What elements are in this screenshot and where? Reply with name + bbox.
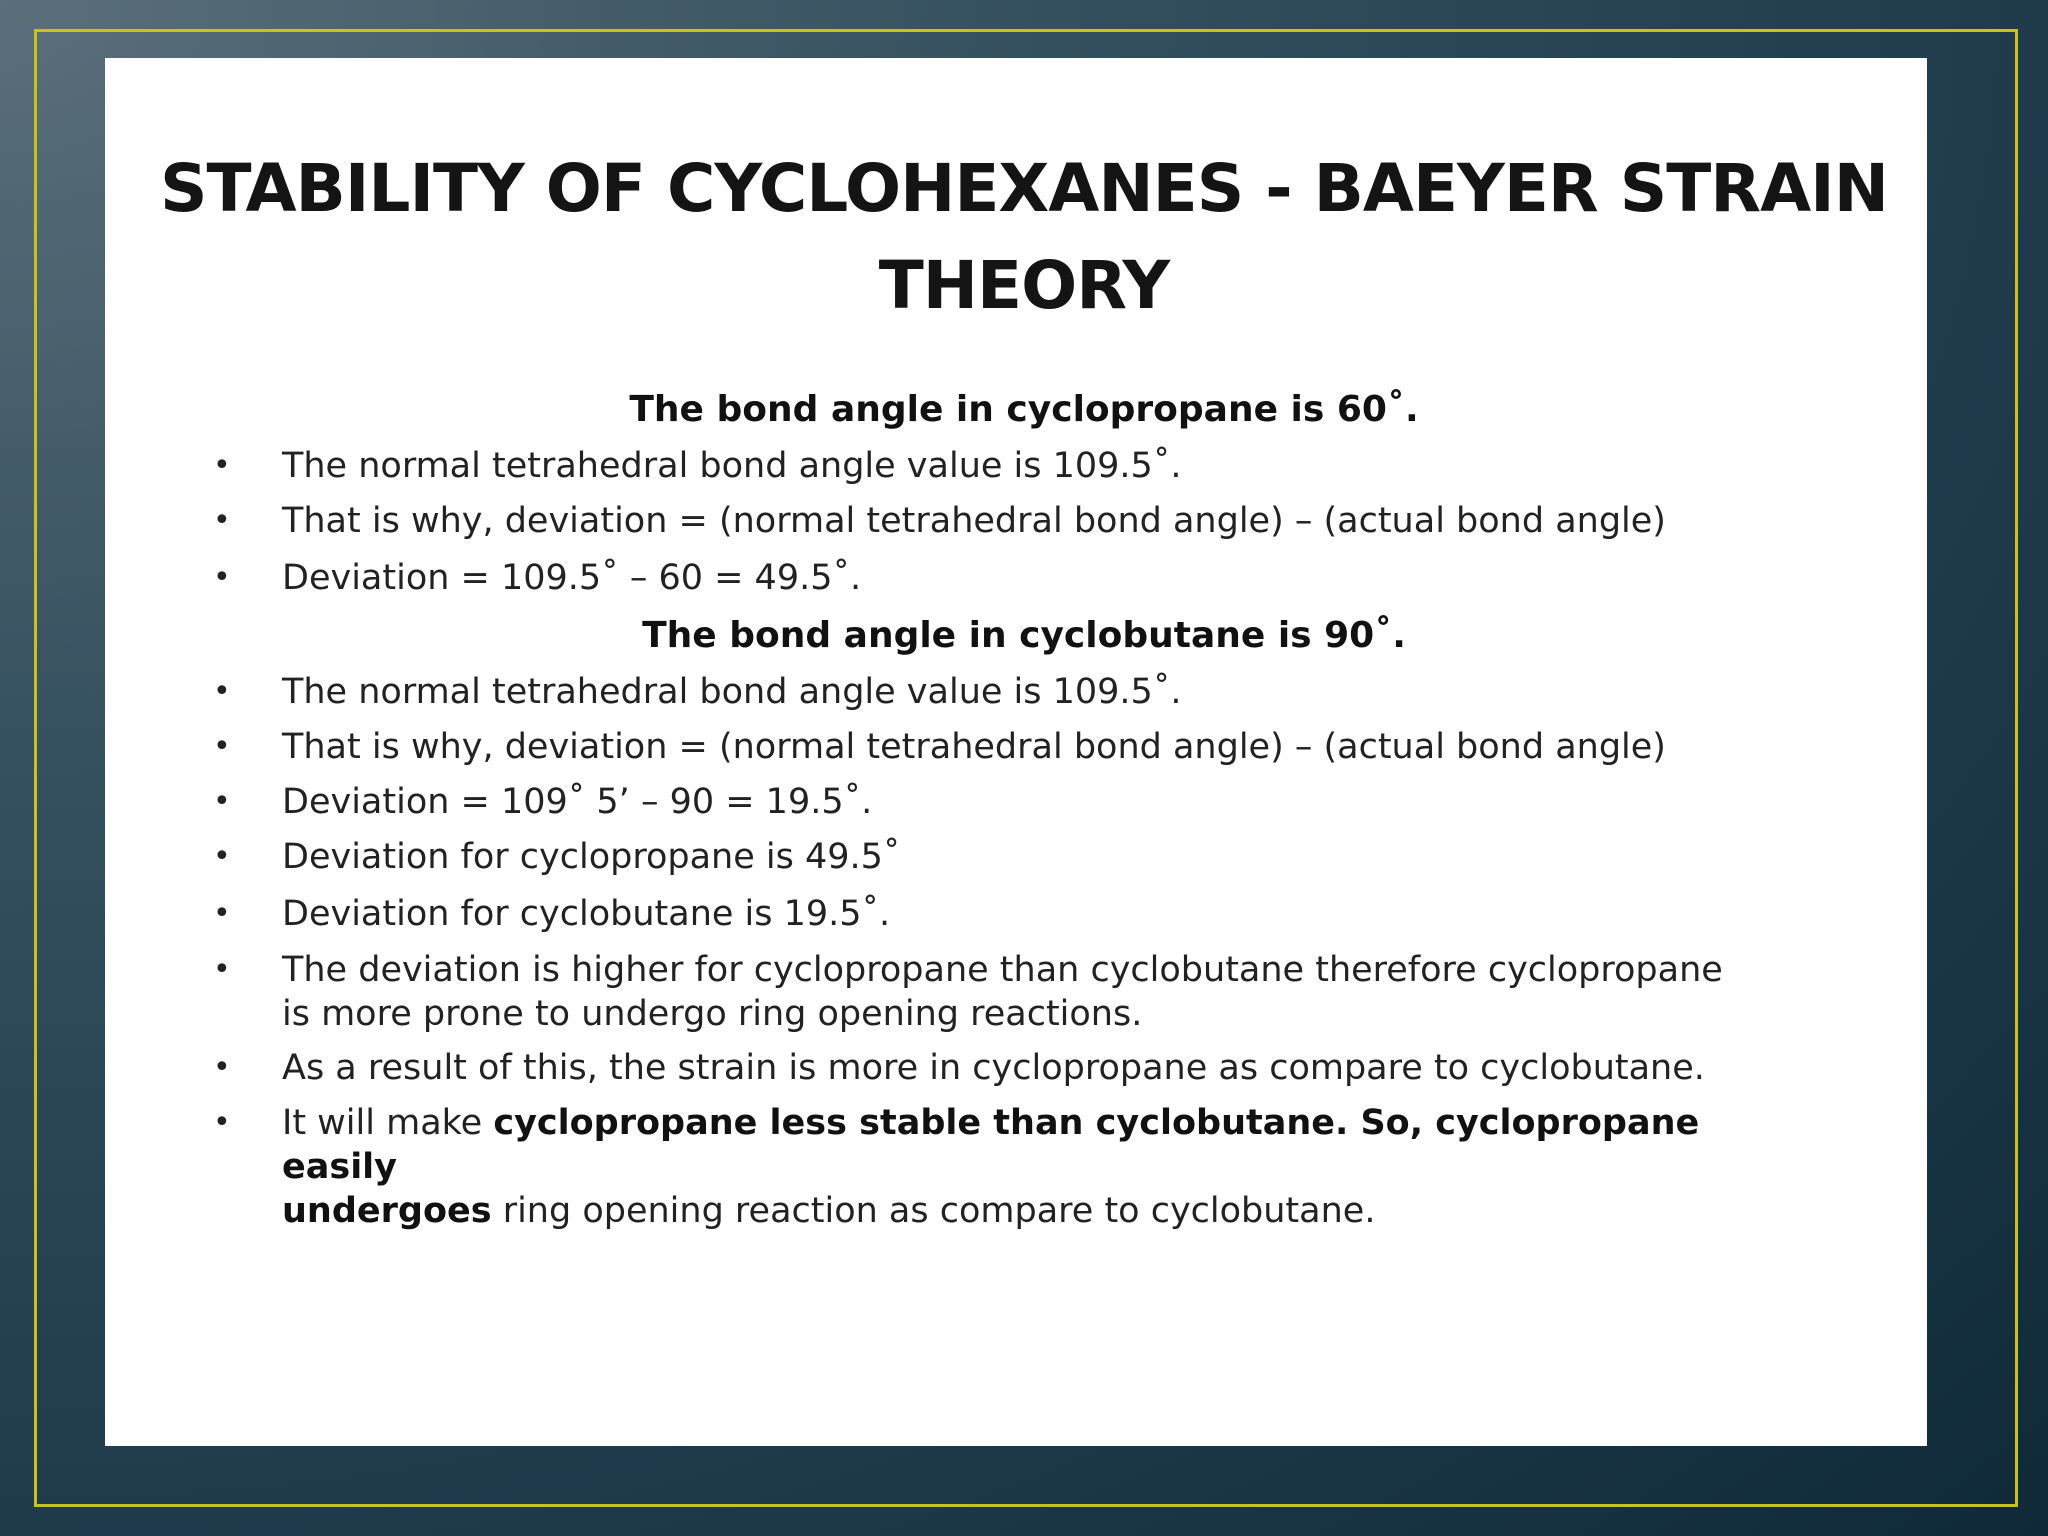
bullet-marker: •: [213, 896, 231, 931]
title-line-2: THEORY: [878, 247, 1170, 324]
list-item: Deviation = 109˚ 5’ – 90 = 19.5˚.: [282, 782, 873, 822]
section-heading-cyclobutane: The bond angle in cyclobutane is 90˚.: [642, 615, 1406, 656]
list-item: As a result of this, the strain is more in cyclopropane as compare to cyclobutane.: [282, 1048, 1705, 1088]
list-item-conclusion: [282, 1101, 1812, 1233]
conclusion-text-part4: ring opening reaction as compare to cyclobutane.: [491, 1191, 1376, 1231]
conclusion-text-bold1: cyclopropane less stable than cyclobutane. So, cyclopropane easily: [282, 1103, 1700, 1187]
bullet-marker: •: [213, 503, 231, 538]
title-line-1: STABILITY OF CYCLOHEXANES - BAEYER STRAIN: [160, 150, 1888, 227]
list-item: The deviation is higher for cyclopropane than cyclobutane therefore cyclopropane: [282, 950, 1723, 990]
list-item: That is why, deviation = (normal tetrahedral bond angle) – (actual bond angle): [282, 501, 1666, 541]
section-heading-cyclopropane: The bond angle in cyclopropane is 60˚.: [629, 389, 1419, 430]
list-item-continuation: is more prone to undergo ring opening reactions.: [282, 994, 1143, 1034]
list-item: Deviation for cyclopropane is 49.5˚: [282, 837, 901, 877]
bullet-marker: •: [213, 560, 231, 595]
list-item: The normal tetrahedral bond angle value is 109.5˚.: [282, 446, 1182, 486]
list-item: The normal tetrahedral bond angle value is 109.5˚.: [282, 672, 1182, 712]
bullet-marker: •: [213, 952, 231, 987]
list-item: That is why, deviation = (normal tetrahedral bond angle) – (actual bond angle): [282, 727, 1666, 767]
bullet-marker: •: [213, 1050, 231, 1085]
bullet-marker: •: [213, 674, 231, 709]
list-item: Deviation = 109.5˚ – 60 = 49.5˚.: [282, 558, 862, 598]
bullet-marker: •: [213, 729, 231, 764]
conclusion-text-part1: It will make: [282, 1103, 494, 1143]
bullet-marker: •: [213, 1105, 231, 1140]
bullet-marker: •: [213, 448, 231, 483]
bullet-marker: •: [213, 784, 231, 819]
bullet-marker: •: [213, 839, 231, 874]
list-item: Deviation for cyclobutane is 19.5˚.: [282, 894, 891, 934]
conclusion-text-bold2: undergoes: [282, 1191, 492, 1231]
